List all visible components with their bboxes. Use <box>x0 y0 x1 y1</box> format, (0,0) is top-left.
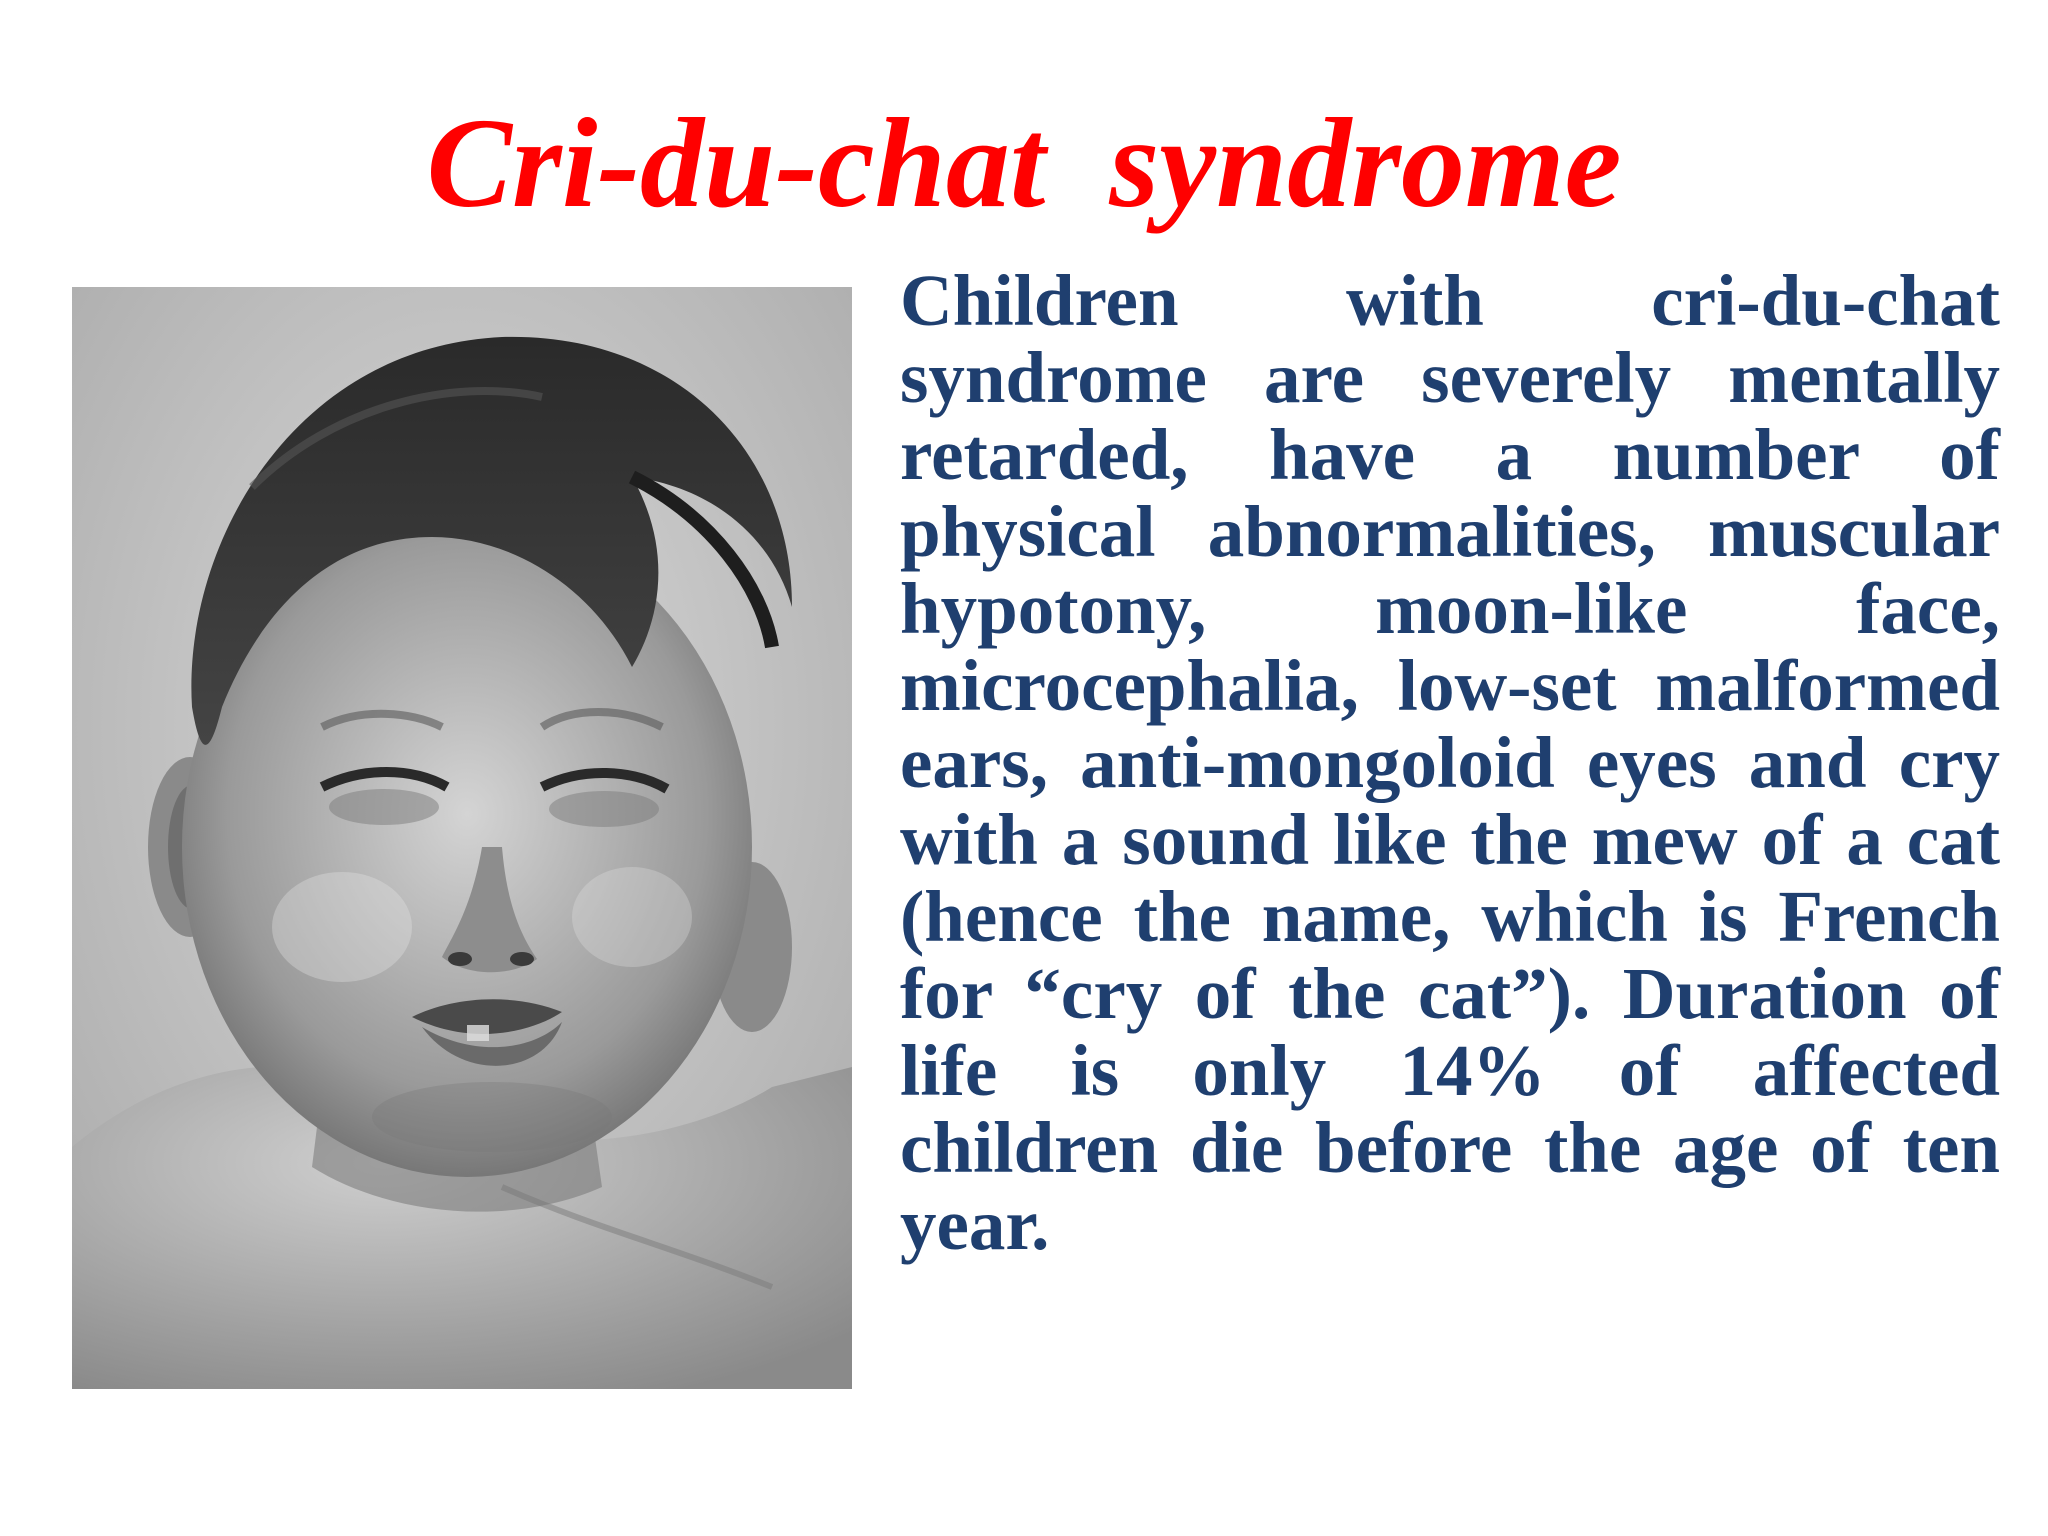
slide-title: Cri-du-chat syndrome <box>426 92 1622 234</box>
child-portrait-photo <box>72 287 852 1389</box>
slide-body-text: Children with cri-du-chat syndrome are severely mentally retarded, have a number of physical abnormalities, muscular hypotony, moon-like face, microcephalia, low-set malformed ears, anti-mongoloid eyes and cry with a sound like the mew of a cat (hence the name, which is French for “cry of the cat”). Duration of life is only 14% of affected children die before the age of ten year. <box>900 260 2000 1265</box>
child-portrait-icon <box>72 287 852 1389</box>
